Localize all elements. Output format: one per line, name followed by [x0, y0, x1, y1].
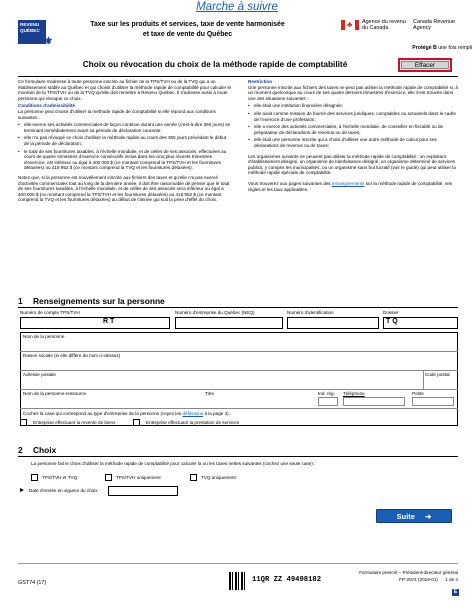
extension-input[interactable]: [412, 397, 454, 406]
restriction-bullet-4-text: elle était une personne inscrite qui a choisi d'utiliser une autre méthode de calcul pour ses déclarations de revenus ou de taxes;: [254, 137, 437, 148]
address-label: Adresse postale: [23, 372, 56, 377]
business-type-post: à la page 3).: [204, 411, 230, 416]
find-info-text: [248, 181, 458, 192]
business-type-instruction: [23, 411, 443, 417]
renseignements-link[interactable]: renseignements: [331, 180, 365, 186]
section2-title: Choix: [33, 445, 57, 455]
restriction-bullet-2: • elle avait comme mission de fournir des services juridiques, comptables ou actuariels dans le cadre de l'exercice d'une profession;: [248, 111, 458, 122]
header-title-line2: et taxe de vente du Québec: [142, 30, 233, 38]
condition-bullet-2-text: elle n'a pas révoqué ce choix d'utiliser la méthode rapide au cours des 365 jours précédant le début de la période de déclaration;: [24, 135, 227, 146]
tps-only-label: TPS/TVH uniquement: [116, 475, 161, 480]
form-title: Choix ou révocation du choix de la méthode rapide de comptabilité: [82, 59, 348, 69]
cra-english: [413, 19, 473, 32]
fp-number: FP-2074 (2018-01): [399, 577, 438, 582]
protected-level: Protégé B: [412, 45, 437, 51]
tq-suffix: T Q: [386, 318, 398, 325]
address-input[interactable]: [23, 378, 423, 388]
next-button-label: Suite: [396, 512, 415, 521]
business-type-pre: Cochez la case qui correspond au type d'entreprise de la personne (voyez les: [23, 411, 182, 416]
restriction-title: Restriction: [248, 79, 272, 84]
protected-b-label: [370, 45, 472, 51]
resale-checkbox[interactable]: [20, 419, 27, 426]
postal-divider: [423, 370, 424, 389]
cra-french: [362, 19, 417, 32]
section2-divider: [18, 456, 458, 457]
marche-a-suivre-link[interactable]: Marche à suivre: [196, 1, 278, 13]
note-text: Notez que, si la personne est nouvellement inscrite aux fichiers des taxes et qu'elle n'a pas exercé d'activités commerciales tout au long de la dernière année, il doit être raisonnable de penser que le total de ses fournitures taxables, à l'échelle mondiale, et de celles de ses associés sera inférieur ou égal à 400 000 $ (ce montant comprend la TPS/TVH et les fournitures détaxées) ou 418 952 $ (ce montant comprend la TVQ et les fournitures détaxées) au début de l'année qui suit la prise d'effet du choix.: [18, 174, 230, 203]
section2-header: [18, 445, 56, 455]
id-label: Numéro d'identification: [287, 310, 334, 315]
condition-bullet-3-text: le total de ses fournitures taxables, à l'échelle mondiale, et de celles de ses associés, effectuées au cours de quatre trimestres d'exercice consécutifs inclus dans les cinq plus récents trimestres d'exercice, est inférieur ou égal à 400 000 $ (ce montant comprend la TPS/TVH et les fournitures détaxées) ou 418 952 $ (ce montant comprend la TVQ et les fournitures détaxées).: [24, 148, 227, 171]
prescribed-text: Formulaire prescrit – Président-directeur général: [359, 570, 458, 575]
find-info-pre: Vous trouverez aux pages suivantes des: [248, 180, 331, 186]
effective-date-label: Date d'entrée en vigueur du choix: [29, 488, 98, 493]
form-code: GST74 (17): [18, 580, 47, 586]
extension-label: Poste: [412, 391, 424, 396]
services-option-label: Entreprise effectuant la prestation de services: [146, 420, 240, 425]
clear-button-label: Effacer: [401, 61, 449, 69]
name-label: Nom de la personne: [23, 334, 65, 339]
restriction-bullet-3-text: elle a exercé des activités commerciales, à l'échelle mondiale, de conseiller en fiscalité ou de préparateur de déclarations de revenus ou de taxes;: [254, 124, 444, 135]
neq-label: Numéro d'entreprise du Québec (NEQ): [175, 310, 255, 315]
effective-date-input[interactable]: [108, 486, 178, 496]
resource-person-label: Nom de la personne-ressource: [23, 391, 87, 396]
tps-account-input[interactable]: [20, 317, 170, 329]
barcode-text: 11QR ZZ 49498182: [252, 576, 322, 584]
phone-label: Téléphone: [343, 391, 365, 396]
section1-divider: [18, 307, 458, 308]
name-input[interactable]: [23, 340, 453, 350]
header-title-line1: Taxe sur les produits et services, taxe de vente harmonisée: [90, 21, 285, 28]
neq-input[interactable]: [175, 317, 283, 329]
restriction-bullet-4: • elle était une personne inscrite qui a choisi d'utiliser une autre méthode de calcul pour ses déclarations de revenus ou de taxes;: [248, 137, 458, 148]
restriction-intro: Une personne inscrite aux fichiers des taxes ne peut pas utiliser la méthode rapide de comptabilité si, à un moment quelconque au cours de ses quatre derniers trimestres d'exercice, elle s'est trouvée dans une des situations suivantes :: [248, 84, 458, 101]
fleur-de-lis-icon: ⚜: [44, 36, 53, 47]
title-divider: [18, 76, 458, 77]
definitions-link[interactable]: définitions: [182, 411, 204, 416]
next-button[interactable]: [376, 509, 452, 523]
area-code-label: Ind. rég.: [318, 391, 335, 396]
row-divider-4: [20, 408, 458, 409]
canada-flag-icon: ♣: [341, 20, 359, 30]
cra-fr-line2: du Canada: [362, 25, 389, 32]
right-column: [248, 79, 458, 192]
services-checkbox[interactable]: [133, 419, 140, 426]
logo-line1: REVENU: [20, 22, 40, 27]
left-column: [18, 79, 232, 203]
id-number-input[interactable]: [287, 317, 379, 329]
title-label: Titre: [205, 391, 215, 396]
choice-intro: La personne fait le choix d'utiliser la méthode rapide de comptabilité pour calculer la ou les taxes nettes suivantes (cochez une seule case) :: [31, 461, 316, 466]
postal-code-input[interactable]: [425, 378, 455, 388]
section1-number: 1: [18, 296, 23, 306]
area-code-input[interactable]: [318, 397, 338, 406]
cra-en-line2: Agency: [413, 25, 431, 32]
special-organisms-text: Les organismes suivants ne peuvent pas utiliser la méthode rapide de comptabilité : un exploitant d'établissement désigné, un organisme de bienfaisance désigné, un organisme déterminé de services publics, y compris les municipalités, ou un organisme sans but lucratif (voir le guide) qui peut utiliser la méthode rapide spéciale de comptabilité.: [248, 153, 456, 176]
conditions-intro: La personne peut choisir d'utiliser la méthode rapide de comptabilité si elle répond aux conditions suivantes :: [18, 108, 216, 120]
arrow-icon: [20, 488, 25, 492]
tvq-only-checkbox[interactable]: [190, 474, 197, 481]
title-input[interactable]: [205, 397, 315, 406]
find-info-post: sur la méthode rapide de comptabilité, ses règles et les taux applicables.: [248, 180, 453, 192]
condition-bullet-3: • le total de ses fournitures taxables, à l'échelle mondiale, et de celles de ses associés, effectuées au cours de quatre trimestres d'exercice consécutifs inclus dans les cinq plus récents trimestres d'exercice, est inférieur ou égal à 400 000 $ (ce montant comprend la TPS/TVH et les fournitures détaxées) ou 418 952 $ (ce montant comprend la TVQ et les fournitures détaxées).: [18, 149, 232, 171]
footer-divider: [18, 563, 458, 564]
tps-only-checkbox[interactable]: [105, 474, 112, 481]
page-number: 1 de 4: [445, 577, 458, 582]
resale-option-label: Entreprise effectuant la revente de biens: [33, 420, 116, 425]
condition-bullet-1: • elle exerce ses activités commerciales de façon continue durant une année (c'est-à-dire 365 jours) se terminant immédiatement avant sa période de déclaration courante;: [18, 122, 231, 133]
row-divider-3: [20, 389, 458, 390]
section2-number: 2: [18, 445, 23, 455]
tvq-only-label: TVQ uniquement: [201, 475, 236, 480]
restriction-bullet-1-text: elle était une institution financière désignée;: [254, 103, 344, 109]
protected-suffix: une fois rempli: [438, 45, 472, 51]
barcode-icon: [229, 572, 247, 590]
raison-label: Raison sociale (si elle diffère du nom ci-dessus): [23, 353, 121, 358]
tps-tvq-checkbox[interactable]: [31, 474, 38, 481]
conditions-title: Conditions d'admissibilité: [18, 103, 75, 109]
rt-suffix: R T: [103, 318, 115, 325]
intro-text: Ce formulaire s'adresse à toute personne inscrite au fichier de la TPS/TVH ou de la TVQ qui a un établissement stable au Québec et qui choisit d'utiliser la méthode rapide de comptabilité pour calculer le montant de la TPS/TVH ou de la TVQ qu'elle doit remettre à Revenu Québec. Il s'adresse aussi à toute personne qui révoque ce choix.: [18, 79, 232, 101]
tps-tvq-label: TPS/TVH et TVQ: [42, 475, 78, 480]
phone-input[interactable]: [343, 397, 405, 406]
row-divider-2: [20, 370, 458, 371]
restriction-bullet-2-text: elle avait comme mission de fournir des services juridiques, comptables ou actuariels dans le cadre de l'exercice d'une profession;: [254, 110, 456, 122]
arrow-right-icon: ➜: [425, 512, 432, 521]
dossier-label: Dossier: [383, 310, 399, 315]
cra-fr-line1: Agence du revenu: [362, 19, 406, 25]
restriction-bullet-3: • elle a exercé des activités commerciales, à l'échelle mondiale, de conseiller en fiscalité ou de préparateur de déclarations de revenus ou de taxes;: [248, 124, 458, 135]
revenu-quebec-logo: [18, 20, 53, 47]
postal-code-label: Code postal: [425, 372, 450, 377]
header-title: [75, 20, 300, 39]
e-mark: E: [453, 589, 458, 595]
fp-code: [340, 577, 458, 583]
tps-label: Numéro de compte TPS/TVH: [20, 310, 80, 315]
raison-sociale-input[interactable]: [23, 359, 453, 369]
cra-en-line1: Canada Revenue: [413, 19, 455, 25]
condition-bullet-2: • elle n'a pas révoqué ce choix d'utiliser la méthode rapide au cours des 365 jours précédant le début de la période de déclaration;: [18, 135, 232, 146]
restriction-bullet-1: • elle était une institution financière désignée;: [248, 103, 458, 109]
section1-title: Renseignements sur la personne: [33, 296, 165, 306]
section1-header: [18, 296, 165, 306]
logo-line2: QUÉBEC: [20, 28, 40, 33]
condition-bullet-1-text: elle exerce ses activités commerciales de façon continue durant une année (c'est-à-dire 365 jours) se terminant immédiatement avant sa période de déclaration courante;: [24, 122, 231, 133]
resource-person-input[interactable]: [23, 397, 199, 406]
row-divider-1: [20, 351, 458, 352]
clear-button[interactable]: [398, 58, 452, 72]
